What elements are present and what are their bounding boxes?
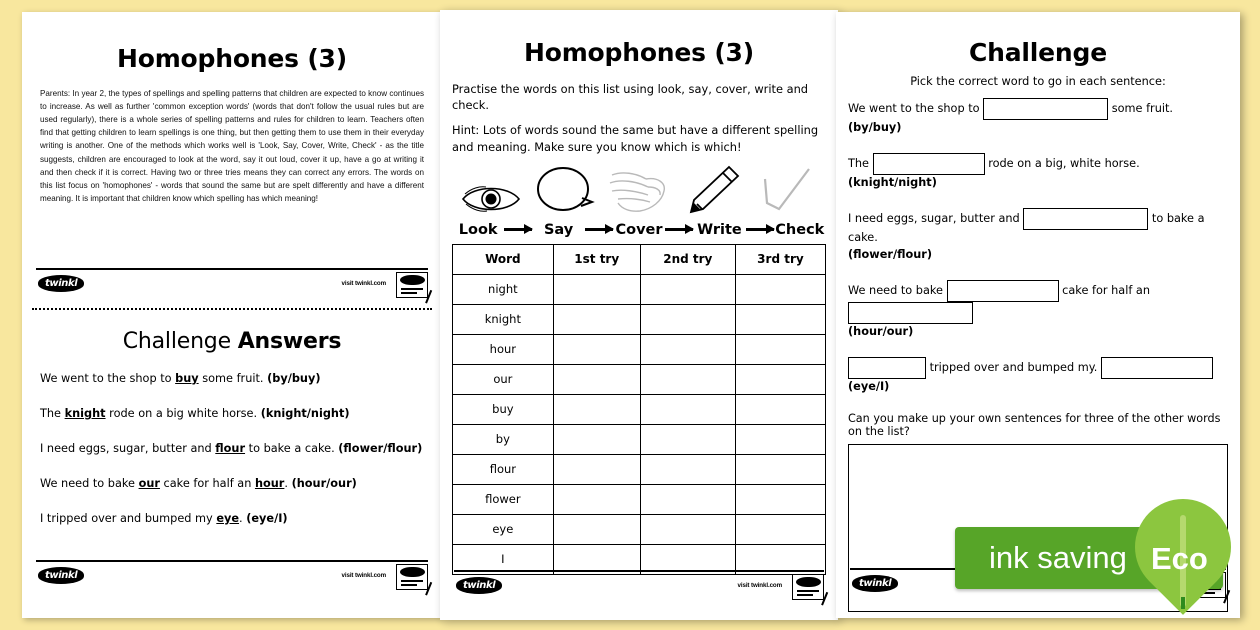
table-cell-try[interactable]: [640, 514, 735, 544]
lscwc-label-row: [452, 220, 826, 242]
table-cell-try[interactable]: [735, 514, 825, 544]
q4-hint: (hour/our): [848, 324, 914, 338]
table-row: [453, 424, 826, 454]
q1-text-b: some fruit.: [1108, 102, 1174, 115]
table-cell-try[interactable]: [640, 394, 735, 424]
answer-line: We went to the shop to buy some fruit. (by/buy): [40, 372, 321, 385]
table-cell-try[interactable]: [735, 274, 825, 304]
q4-answer-input-2[interactable]: [848, 302, 973, 324]
step-label-cover: Cover: [615, 221, 663, 238]
worksheet-page-parents-guidance: [22, 12, 442, 618]
table-row: [453, 364, 826, 394]
q5-answer-input-1[interactable]: [848, 357, 926, 379]
table-row: [453, 334, 826, 364]
table-cell-try[interactable]: [553, 394, 640, 424]
table-row: [453, 394, 826, 424]
step-label-write: Write: [697, 221, 742, 238]
challenge-question-5: [848, 357, 1228, 396]
instruction-hint: Hint: Lots of words sound the same but have a different spelling and meaning. Make sure you know which is which!: [452, 123, 819, 154]
answer-line: The knight rode on a big white horse. (knight/night): [40, 407, 350, 420]
table-cell-try[interactable]: [735, 454, 825, 484]
q5-answer-input-2[interactable]: [1101, 357, 1213, 379]
answers-list: [22, 372, 442, 525]
table-cell-try[interactable]: [640, 274, 735, 304]
answer-line: We need to bake our cake for half an hour. (hour/our): [40, 477, 357, 490]
table-cell-word: I: [453, 544, 554, 574]
table-cell-try[interactable]: [553, 274, 640, 304]
footer-branding: [454, 572, 824, 606]
table-cell-try[interactable]: [553, 484, 640, 514]
table-cell-word: knight: [453, 304, 554, 334]
table-cell-word: eye: [453, 514, 554, 544]
challenge-final-question: Can you make up your own sentences for three of the other words on the list?: [848, 411, 1221, 438]
ink-saving-eco-badge: [955, 527, 1245, 589]
table-header-cell: 2nd try: [640, 244, 735, 274]
table-cell-try[interactable]: [553, 514, 640, 544]
table-cell-try[interactable]: [640, 454, 735, 484]
twinkl-logo: twinkl: [38, 275, 84, 292]
table-cell-try[interactable]: [735, 394, 825, 424]
challenge-question-4: [848, 280, 1228, 341]
arrow-icon-3: [665, 228, 693, 231]
eye-icon: [456, 183, 526, 220]
cut-line-dotted: [32, 308, 432, 310]
step-label-say: Say: [543, 221, 574, 238]
q1-hint: (by/buy): [848, 121, 902, 134]
spelling-practice-table: [452, 244, 826, 575]
q4-answer-input-1[interactable]: [947, 280, 1059, 302]
step-label-check: Check: [775, 221, 825, 238]
table-cell-word: flower: [453, 484, 554, 514]
arrow-icon-1: [504, 228, 532, 231]
answers-heading-word2: Answers: [237, 329, 342, 354]
challenge-subtitle: Pick the correct word to go in each sentence:: [910, 75, 1166, 88]
page-title-mid: Homophones (3): [524, 38, 754, 67]
challenge-question-2: [848, 153, 1228, 192]
q3-hint: (flower/flour): [848, 247, 933, 261]
table-cell-try[interactable]: [553, 334, 640, 364]
table-row: [453, 304, 826, 334]
eco-badge-word: Eco: [1151, 541, 1208, 576]
table-cell-try[interactable]: [640, 484, 735, 514]
page-title-left: Homophones (3): [117, 44, 347, 73]
table-cell-try[interactable]: [553, 454, 640, 484]
table-row: [453, 274, 826, 304]
speech-bubble-icon: [530, 165, 600, 220]
table-header-cell: 3rd try: [735, 244, 825, 274]
table-cell-word: buy: [453, 394, 554, 424]
q5-text-a: tripped over and bumped my.: [926, 360, 1101, 374]
table-header-cell: 1st try: [553, 244, 640, 274]
table-header-cell: Word: [453, 244, 554, 274]
twinkl-visit-text: visit twinkl.com: [737, 582, 782, 589]
twinkl-logo: twinkl: [38, 567, 84, 584]
answers-heading-word1: Challenge: [122, 329, 238, 354]
table-cell-try[interactable]: [640, 334, 735, 364]
pencil-icon: [678, 163, 748, 220]
table-cell-try[interactable]: [640, 304, 735, 334]
table-cell-word: night: [453, 274, 554, 304]
q2-answer-input[interactable]: [873, 153, 985, 175]
arrow-icon-4: [746, 228, 774, 231]
q2-text-a: The: [848, 156, 873, 170]
table-cell-word: flour: [453, 454, 554, 484]
table-row: [453, 454, 826, 484]
table-cell-try[interactable]: [735, 334, 825, 364]
answer-line: I need eggs, sugar, butter and flour to bake a cake. (flower/flour): [40, 442, 423, 455]
table-cell-try[interactable]: [640, 364, 735, 394]
q1-text-a: We went to the shop to: [848, 102, 984, 115]
tick-icon: [752, 163, 822, 220]
hand-icon: [604, 165, 674, 220]
table-cell-word: by: [453, 424, 554, 454]
table-cell-try[interactable]: [735, 304, 825, 334]
q2-hint: (knight/night): [848, 175, 937, 189]
challenge-question-3: [848, 208, 1228, 264]
worksheet-page-practice: [440, 10, 838, 620]
table-cell-word: hour: [453, 334, 554, 364]
step-label-look: Look: [458, 221, 498, 238]
twinkl-stamp-icon: [396, 564, 428, 590]
twinkl-logo: twinkl: [456, 577, 502, 594]
page-title-challenge: Challenge: [969, 38, 1107, 67]
eco-badge-text: ink saving: [989, 540, 1127, 575]
q1-answer-input[interactable]: [983, 98, 1108, 120]
q3-answer-input[interactable]: [1023, 208, 1148, 230]
table-row: [453, 514, 826, 544]
table-cell-try[interactable]: [553, 424, 640, 454]
q3-text-a: I need eggs, sugar, butter and: [848, 211, 1024, 225]
lscwc-icon-row: [452, 164, 826, 220]
table-cell-try[interactable]: [640, 424, 735, 454]
twinkl-stamp-icon: [792, 574, 824, 600]
challenge-question-1: [848, 98, 1228, 137]
table-cell-try[interactable]: [735, 364, 825, 394]
table-row: [453, 484, 826, 514]
parents-guidance-text: Parents: In year 2, the types of spellings and spelling patterns that children are expected to know continues to increase. As well as further 'common exception words' (words that don't follow the usual rules but are used regularly), there is a whole series of spelling patterns and rules for children to learn. Teachers often find that getting children to learn spellings is one thing, but then getting them to use them in their everyday writing is another. One of the methods which works well is 'Look, Say, Cover, Write, Check' - as the title suggests, children are encouraged to look at the word, say it out loud, cover it up, have a go at writing it and then check if it is correct. Having two or three tries means they can correct any errors. The words on this list focus on 'homophones' - words that sound the same but are spelt differently and have a different meaning. It is important that children know which spelling has which meaning!: [40, 89, 424, 203]
twinkl-visit-text: visit twinkl.com: [341, 572, 386, 579]
twinkl-stamp-icon: [396, 272, 428, 298]
footer-branding-2: [36, 562, 428, 596]
answer-line: I tripped over and bumped my eye. (eye/I): [40, 512, 288, 525]
table-cell-try[interactable]: [735, 484, 825, 514]
footer-branding: [36, 270, 428, 304]
table-cell-word: our: [453, 364, 554, 394]
q5-hint: (eye/I): [848, 379, 890, 393]
instruction-practise: Practise the words on this list using look, say, cover, write and check.: [452, 82, 809, 113]
q3-text-b: to bake a cake.: [848, 211, 1205, 244]
twinkl-visit-text: visit twinkl.com: [341, 280, 386, 287]
table-header-row: [453, 244, 826, 274]
q2-text-b: rode on a big, white horse.: [984, 156, 1140, 170]
twinkl-logo: twinkl: [852, 575, 898, 592]
arrow-icon-2: [585, 228, 613, 231]
answers-heading: [22, 329, 442, 354]
table-cell-try[interactable]: [553, 304, 640, 334]
table-cell-try[interactable]: [553, 364, 640, 394]
q4-text-a: We need to bake: [848, 283, 947, 297]
table-cell-try[interactable]: [735, 424, 825, 454]
q4-text-b: cake for half an: [1058, 283, 1150, 297]
